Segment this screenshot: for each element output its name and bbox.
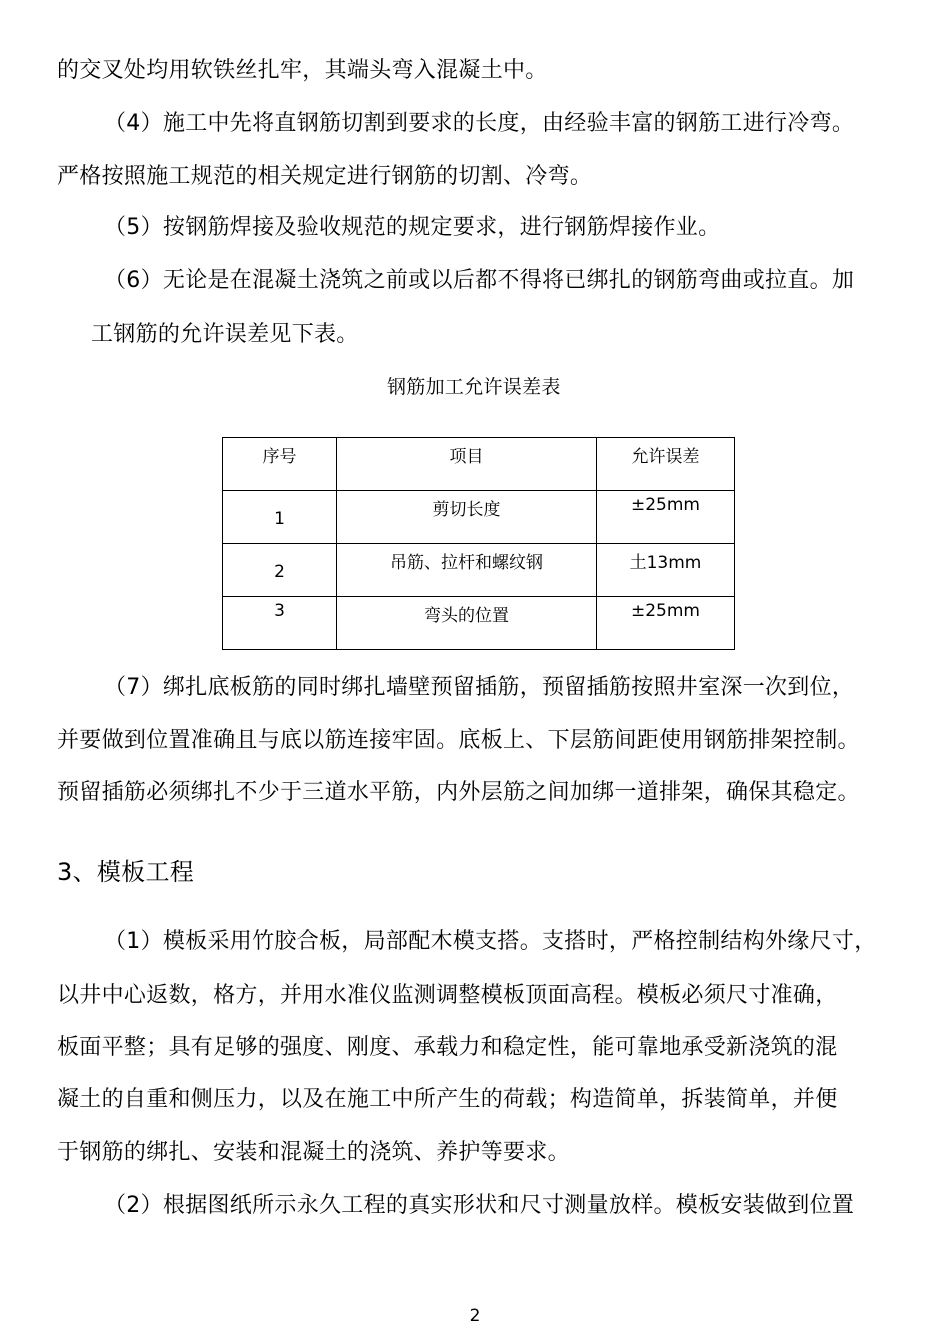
tolerance-table	[222, 437, 735, 650]
header-cell: 序号	[223, 438, 337, 491]
table-row	[223, 597, 735, 650]
body-line: 并要做到位置准确且与底以筋连接牢固。底板上、下层筋间距使用钢筋排架控制。	[57, 728, 860, 753]
table-row	[223, 491, 735, 544]
body-line: 以井中心返数，格方，并用水准仪监测调整模板顶面高程。模板必须尺寸准确，	[57, 983, 838, 1008]
table-caption: 钢筋加工允许误差表	[387, 376, 561, 398]
table-row	[223, 544, 735, 597]
body-line: 板面平整；具有足够的强度、刚度、承载力和稳定性，能可靠地承受新浇筑的混	[57, 1035, 838, 1060]
table-cell: 弯头的位置	[337, 597, 597, 650]
body-line: 预留插筋必须绑扎不少于三道水平筋，内外层筋之间加绑一道排架，确保其稳定。	[57, 780, 860, 805]
table-cell: 1	[223, 491, 337, 544]
body-line: （7）绑扎底板筋的同时绑扎墙壁预留插筋，预留插筋按照井室深一次到位，	[104, 675, 855, 700]
body-line: 的交叉处均用软铁丝扎牢，其端头弯入混凝土中。	[57, 58, 548, 83]
table-cell: ±25mm	[597, 491, 735, 544]
table-cell: 吊筋、拉杆和螺纹钢	[337, 544, 597, 597]
body-line: （1）模板采用竹胶合板，局部配木模支搭。支搭时，严格控制结构外缘尺寸，	[104, 929, 877, 954]
body-line: 于钢筋的绑扎、安装和混凝土的浇筑、养护等要求。	[57, 1140, 570, 1165]
page-number: 2	[469, 1306, 481, 1326]
body-line: （2）根据图纸所示永久工程的真实形状和尺寸测量放样。模板安装做到位置	[104, 1193, 855, 1218]
body-line: 工钢筋的允许误差见下表。	[91, 322, 359, 347]
table-cell: 2	[223, 544, 337, 597]
table-header-row	[223, 438, 735, 491]
body-line: （5）按钢筋焊接及验收规范的规定要求，进行钢筋焊接作业。	[104, 215, 721, 240]
body-line: （6）无论是在混凝土浇筑之前或以后都不得将已绑扎的钢筋弯曲或拉直。加	[104, 268, 855, 293]
header-cell: 项目	[337, 438, 597, 491]
body-line: （4）施工中先将直钢筋切割到要求的长度，由经验丰富的钢筋工进行冷弯。	[104, 111, 855, 136]
table-cell: ±25mm	[597, 597, 735, 650]
table-cell: 剪切长度	[337, 491, 597, 544]
table-cell: 土13mm	[597, 544, 735, 597]
header-cell: 允许误差	[597, 438, 735, 491]
body-line: 严格按照施工规范的相关规定进行钢筋的切割、冷弯。	[57, 164, 593, 189]
table-cell: 3	[223, 597, 337, 650]
section-heading: 3、模板工程	[57, 858, 195, 886]
body-line: 凝土的自重和侧压力，以及在施工中所产生的荷载；构造简单，拆装简单，并便	[57, 1087, 838, 1112]
